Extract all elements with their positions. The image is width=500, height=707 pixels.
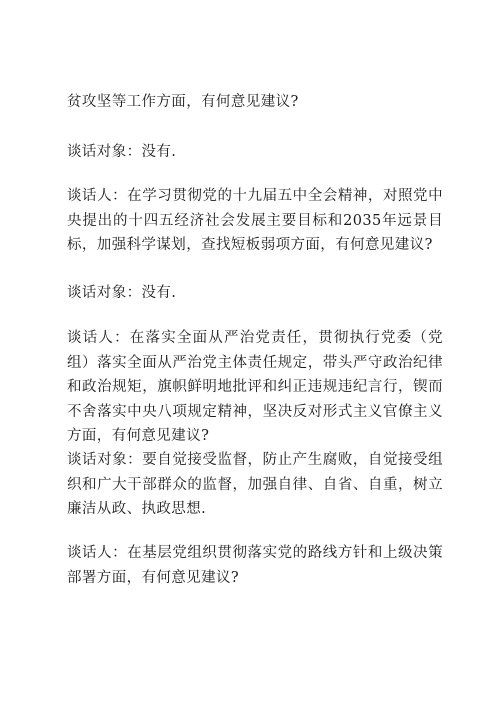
paragraph-poverty-question-continuation: 贫攻坚等工作方面，有何意见建议?: [67, 94, 299, 110]
paragraph-answer-none-2: 谈话对象：没有.: [67, 285, 177, 301]
paragraph-question-plenary-spirit: 谈话人：在学习贯彻党的十九届五中全会精神，对照党中央提出的十四五经济社会发展主要目标和2035年远景目标，加强科学谋划，查找短板弱项方面，有何意见建议?: [67, 188, 443, 253]
paragraph-question-party-governance: 谈话人：在落实全面从严治党责任，贯彻执行党委（党组）落实全面从严治党主体责任规定，带头严守政治纪律和政治规矩，旗帜鲜明地批评和纠正违规违纪言行，锲而不舍落实中央八项规定精神，坚决反对形式主义官僚主义方面，有何意见建议?: [67, 330, 443, 444]
paragraph-question-grassroots: 谈话人：在基层党组织贯彻落实党的路线方针和上级决策部署方面，有何意见建议?: [67, 545, 443, 586]
paragraph-answer-supervision: 谈话对象：要自觉接受监督，防止产生腐败，自觉接受组织和广大干部群众的监督，加强自律、自省、自重，树立廉洁从政、执政思想.: [67, 452, 443, 517]
paragraph-answer-none-1: 谈话对象：没有.: [67, 144, 177, 160]
